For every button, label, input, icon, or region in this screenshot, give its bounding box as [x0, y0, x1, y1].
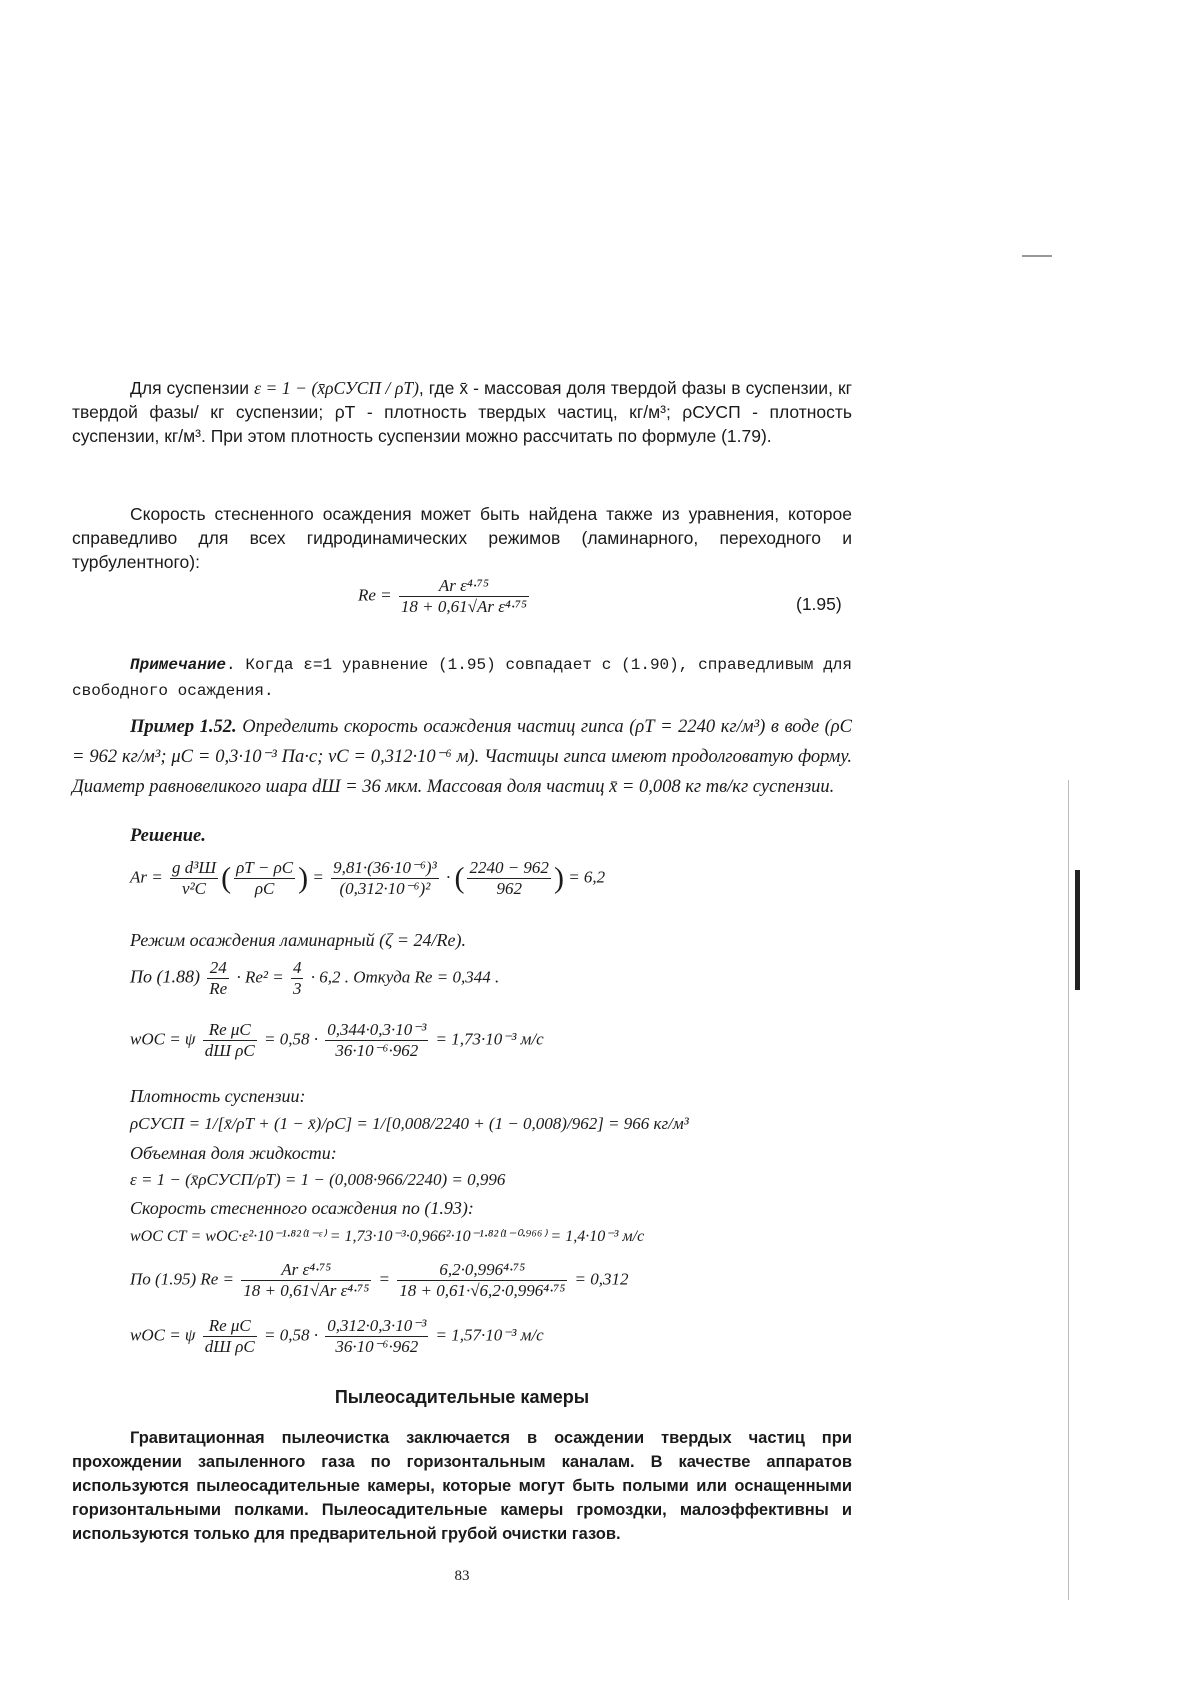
woc1-fraction-2 — [325, 1020, 428, 1061]
example-label: Пример 1.52. — [130, 717, 237, 737]
woc2-f-den: dШ ρС — [204, 1337, 255, 1356]
line188-suffix: · 6,2 . Откуда Re = 0,344 . — [310, 967, 500, 987]
equation-number-1-95: (1.95) — [796, 594, 842, 614]
ar-f1-den: ν²С — [182, 879, 207, 898]
equation-1-95 — [358, 576, 532, 617]
paragraph-hindered-velocity: Скорость стесненного осаждения может быть найдена также из уравнения, которое справедливо для всех гидродинамических режимов (ламинарного, переходного и турбулентного): — [72, 504, 852, 572]
woc2-f-num: Re μС — [203, 1316, 257, 1337]
line195-fraction-2 — [397, 1260, 567, 1301]
ar-f3-num: 9,81·(36·10⁻⁶)³ — [333, 858, 437, 877]
eq195-lhs: Re = — [358, 585, 392, 605]
settling-velocity-equation-2 — [130, 1316, 544, 1357]
woc2-lhs: wОС = ψ — [130, 1325, 196, 1345]
example — [72, 712, 852, 802]
ar-fraction-4 — [467, 858, 550, 899]
line188-f-den: Re — [209, 979, 228, 998]
ar-fraction-1 — [170, 858, 218, 899]
eq195-numerator: Ar ε⁴·⁷⁵ — [399, 576, 529, 597]
hindered-velocity-label: Скорость стесненного осаждения по (1.93): — [130, 1198, 474, 1218]
ar-fraction-3 — [331, 858, 439, 899]
woc1-f-num: Re μС — [203, 1020, 257, 1041]
woc1-fraction-1 — [203, 1020, 257, 1061]
woc1-g-num: 0,344·0,3·10⁻³ — [327, 1020, 427, 1039]
woc1-result: = 1,73·10⁻³ м/с — [435, 1029, 544, 1049]
section-title: Пылеосадительные камеры — [334, 1387, 590, 1407]
page-number: 83 — [454, 1568, 470, 1584]
woc2-mid: = 0,58 · — [263, 1325, 318, 1345]
woc2-fraction-1 — [203, 1316, 257, 1357]
ar-f4-num: 2240 − 962 — [469, 858, 549, 877]
note-label: Примечание — [130, 656, 227, 674]
woc2-fraction-2 — [325, 1316, 428, 1357]
density-equation: ρСУСП = 1/[x̄/ρТ + (1 − x̄)/ρС] = 1/[0,008/2240 + (1 − 0,008)/962] = 966 кг/м³ — [130, 1114, 689, 1133]
example-text: Определить скорость осаждения частиц гипса (ρТ = 2240 кг/м³) в воде (ρС = 962 кг/м³; μС = 0,3·10⁻³ Па·с; νС = 0,312·10⁻⁶ м). Частицы гипса имеют продолговатую форму. Диаметр равновеликого шара dШ = 36 мкм. Массовая доля частиц x̄ = 0,008 кг тв/кг суспензии. — [72, 717, 853, 797]
line195-result: = 0,312 — [574, 1269, 629, 1289]
line188-f-num: 24 — [207, 958, 229, 979]
ar-result: = 6,2 — [568, 867, 606, 887]
section-text: Гравитационная пылеочистка заключается в осаждении твердых частиц при прохождении запыленного газа по горизонтальным каналам. В качестве аппаратов используются пылеосадительные камеры, которые могут быть полыми или оснащенными горизонтальными полками. Пылеосадительные камеры громоздки, малоэффективны и используются только для предварительной грубой очистки газов. — [72, 1429, 852, 1543]
woc1-f-den: dШ ρС — [204, 1041, 255, 1060]
line188-fraction-1 — [207, 958, 229, 999]
ar-fraction-2 — [234, 858, 295, 899]
woc2-g-den: 36·10⁻⁶·962 — [335, 1337, 419, 1356]
note — [72, 652, 852, 704]
equation-1-95-calc: По (1.95) Re = $\frac{\text{Ar ε⁴·⁷⁵}}{\text{18 + 0,61√Ar ε⁴·⁷⁵}}$ = $\frac{\text{6,2·0,996⁴·⁷⁵}}{\text{18 + 0,61·√6,2·0,996⁴·⁷⁵}}$ = 0,312 — [130, 1260, 629, 1300]
paragraph-suspension — [72, 376, 852, 448]
scan-artifact — [1022, 255, 1052, 257]
line188-prefix: По (1.88) — [130, 966, 200, 987]
line195-f-den: 18 + 0,61√Ar ε⁴·⁷⁵ — [243, 1281, 370, 1300]
volume-fraction-equation: ε = 1 − (x̄ρСУСП/ρТ) = 1 − (0,008·966/2240) = 0,996 — [130, 1170, 506, 1189]
line188-g-den: 3 — [292, 979, 302, 998]
line188-g-num: 4 — [292, 958, 302, 977]
solution-label: Решение. — [130, 826, 206, 846]
hindered-velocity-equation: wОС СТ = wОС·ε²·10⁻¹·⁸²⁽¹⁻ᵋ⁾ = 1,73·10⁻³·0,966²·10⁻¹·⁸²⁽¹⁻⁰·⁹⁶⁶⁾ = 1,4·10⁻³ м/с — [130, 1228, 645, 1245]
para1-prefix: Для суспензии — [130, 378, 250, 398]
para1-text: , где x̄ - массовая доля твердой фазы в суспензии, кг твердой фазы/ кг суспензии; ρТ - плотность твердых частиц, кг/м³; ρСУСП - плотность суспензии, кг/м³. При этом плотность суспензии можно рассчитать по формуле (1.79). — [72, 378, 853, 446]
density-label: Плотность суспензии: — [130, 1086, 306, 1106]
line195-g-den: 18 + 0,61·√6,2·0,996⁴·⁷⁵ — [399, 1281, 566, 1300]
settling-velocity-equation-1 — [130, 1020, 544, 1061]
porosity-formula: ε = 1 − (x̄ρСУСП / ρТ) — [254, 378, 419, 398]
ar-f4-den: 962 — [496, 879, 522, 898]
ar-lhs: Ar = — [130, 867, 163, 887]
scan-artifact — [1075, 870, 1080, 990]
ar-f1-num: g d³Ш — [171, 858, 217, 877]
woc2-g-num: 0,312·0,3·10⁻³ — [327, 1316, 427, 1335]
archimedes-equation: Ar = $\frac{\text{g d³Ш}}{\text{ν²С}}$ ( $\frac{\rho Т - \rho С}{\rho С}$ ) = $\frac{\text{9,81·(36·10⁻⁶)³}}{\text{(0,312·10⁻⁶)²}}$ · ( $\frac{2240 - 962}{962}$ ) = 6,2 — [130, 858, 606, 898]
volume-fraction-label: Объемная доля жидкости: — [130, 1143, 337, 1163]
line195-f-num: Ar ε⁴·⁷⁵ — [241, 1260, 371, 1281]
ar-f2-den: ρС — [254, 879, 275, 898]
eq195-denominator: 18 + 0,61√Ar ε⁴·⁷⁵ — [400, 597, 527, 616]
ar-f2-num: ρТ − ρС — [236, 858, 294, 877]
line195-g-num: 6,2·0,996⁴·⁷⁵ — [397, 1260, 567, 1281]
scan-artifact — [1068, 780, 1069, 1600]
woc1-g-den: 36·10⁻⁶·962 — [335, 1041, 419, 1060]
equation-1-88 — [130, 958, 499, 999]
eq195-fraction — [399, 576, 529, 617]
line195-fraction-1 — [241, 1260, 371, 1301]
line188-fraction-2 — [291, 958, 304, 999]
line188-mid: · Re² = — [236, 967, 284, 987]
woc2-result: = 1,57·10⁻³ м/с — [435, 1325, 544, 1345]
woc1-mid: = 0,58 · — [263, 1029, 318, 1049]
ar-f3-den: (0,312·10⁻⁶)² — [339, 879, 431, 898]
line195-prefix: По (1.95) Re = — [130, 1269, 235, 1289]
regime-line: Режим осаждения ламинарный (ζ = 24/Re). — [130, 930, 467, 950]
note-text: . Когда ε=1 уравнение (1.95) совпадает с (1.90), справедливым для свободного осаждения. — [72, 656, 852, 700]
woc1-lhs: wОС = ψ — [130, 1029, 196, 1049]
